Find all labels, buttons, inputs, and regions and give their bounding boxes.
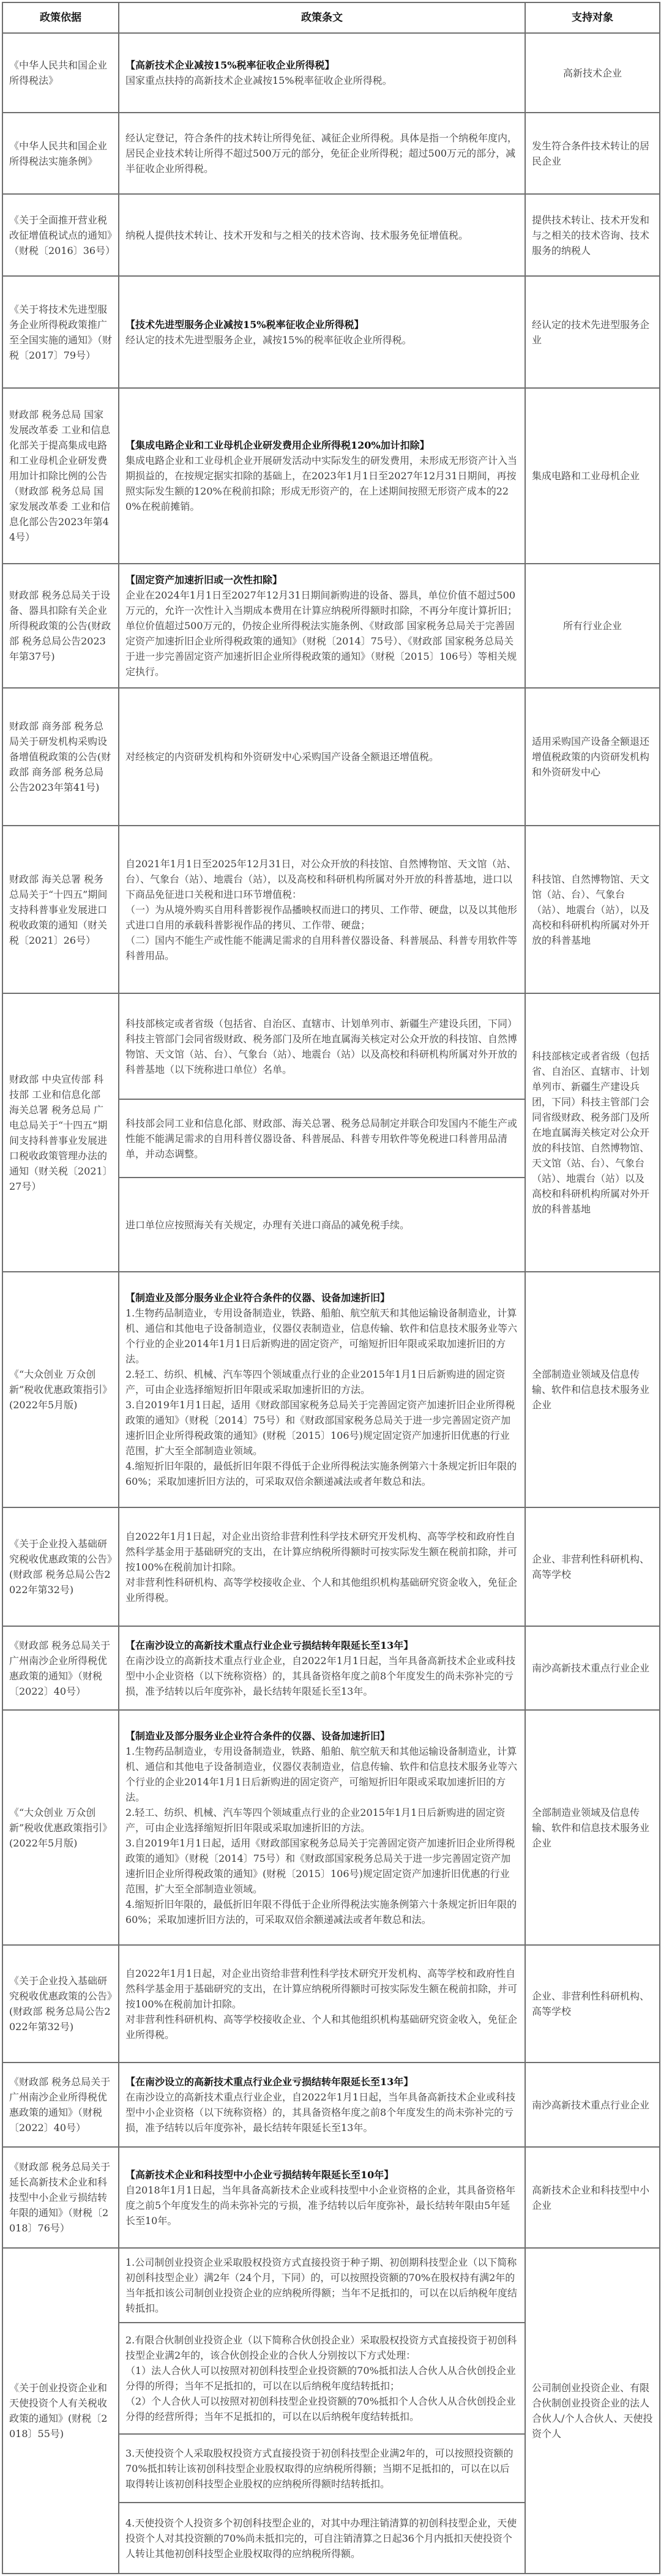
policy-table [2,2,660,2574]
clause-text: 4.缩短折旧年限的，最低折旧年限不得低于企业所得税法实施条例第六十条规定折旧年限的60%；采取加速折旧方法的，可采取双倍余额递减法或者年数总和法。 [125,1460,517,1487]
table-row [2,2147,660,2248]
policy-clause-cell [119,1945,525,2063]
support-target-cell: 所有行业企业 [525,564,660,688]
table-row [2,1710,660,1945]
table-row [2,33,660,113]
clause-text: 科技部核定或者省级（包括省、自治区、直辖市、计划单列市、新疆生产建设兵团，下同）科技主管部门会同省级财政、税务部门及所在地直属海关核定对公众开放的科技馆、自然博物馆、天文馆（站、台）、气象台（站）、地震台（站）以及高校和科研机构所属对外开放的科普基地（以下统称进口单位）名单。 [125,1017,518,1075]
clause-text: 企业在2024年1月1日至2027年12月31日期间新购进的设备、器具，单位价值不超过500万元的，允许一次性计入当期成本费用在计算应纳税所得额时扣除，不再分年度计算折旧；单位价值超过500万元的，仍按企业所得税法实施条例、《财政部 国家税务总局关于完善固定资产加速折旧企业所得税政策的通知》（财税〔2014〕75号）、《财政部 国家税务总局关于进一步完善固定资产加速折旧企业所得税政策的通知》（财税〔2015〕106号）等相关规定执行。 [125,589,518,678]
policy-clause-cell [119,194,525,276]
clause-text: 对经核定的内资研发机构和外资研发中心采购国产设备全额退还增值税。 [125,751,439,763]
policy-basis-cell: 《财政部 税务总局关于广州南沙企业所得税优惠政策的通知》（财税〔2022〕40号） [2,1626,119,1710]
clause-text: 2.有限合伙制创业投资企业（以下简称合伙创投企业）采取股权投资方式直接投资于初创科技型企业满2年的，该合伙创投企业的合伙人分别按以下方式处理： [125,2334,517,2361]
clause-text: 纳税人提供技术转让、技术开发和与之相关的技术咨询、技术服务免征增值税。 [125,229,469,241]
support-target-cell: 发生符合条件技术转让的居民企业 [525,113,660,194]
clause-text: 在南沙设立的高新技术重点行业企业，自2022年1月1日起，当年具备高新技术企业或科技型中小企业资格（以下统称资格）的，其具备资格年度之前8个年度发生的尚未弥补完的亏损，准予结转以后年度弥补，最长结转年限延长至13年。 [125,2091,516,2134]
clause-text: 4.缩短折旧年限的，最低折旧年限不得低于企业所得税法实施条例第六十条规定折旧年限的60%；采取加速折旧方法的，可采取双倍余额递减法或者年数总和法。 [125,1898,517,1925]
policy-clause-cell [119,2503,525,2574]
policy-basis-cell: 财政部 海关总署 税务总局关于“十四五”期间支持科普事业发展进口税收政策的通知（财关税〔2021〕26号） [2,826,119,993]
clause-text: 3.天使投资个人采取股权投资方式直接投资于初创科技型企业满2年的，可以按照投资额的70%抵扣转让该初创科技型企业股权取得的应纳税所得额；当期不足抵扣的，可以在以后取得转让该初创科技型企业股权的应纳税所得额时结转抵扣。 [125,2447,513,2490]
clause-title: 【高新技术企业和科技型中小企业亏损结转年限延长至10年】 [125,2168,394,2181]
clause-text: 科技部会同工业和信息化部、财政部、海关总署、税务总局制定并联合印发国内不能生产或性能不能满足需求的自用科普仪器设备、科普展品、科普专用软件等免税进口科普用品清单，并动态调整。 [125,1117,518,1160]
table-header-row [2,2,660,33]
policy-clause-cell [119,2323,525,2434]
policy-basis-cell: 财政部 税务总局 国家发展改革委 工业和信息化部关于提高集成电路和工业母机企业研发费用加计扣除比例的公告（财政部 税务总局 国家发展改革委 工业和信息化部公告2023年第44号） [2,388,119,564]
support-target-cell: 科技部核定或者省级（包括省、自治区、直辖市、计划单列市、新疆生产建设兵团，下同）科技主管部门会同省级财政、税务部门及所在地直属海关核定对公众开放的科技馆、自然博物馆、天文馆（站、台）、气象台（站）、地震台（站）以及高校和科研机构所属对外开放的科普基地 [525,993,660,1272]
policy-clause-cell [119,1507,525,1626]
policy-basis-cell: 《关于企业投入基础研究税收优惠政策的公告》(财政部 税务总局公告2022年第32号) [2,1507,119,1626]
table-row [2,1507,660,1626]
policy-clause-cell [119,388,525,564]
clause-text: 2.轻工、纺织、机械、汽车等四个领域重点行业的企业2015年1月1日后新购进的固定资产，可由企业选择缩短折旧年限或采取加速折旧的方法。 [125,1806,506,1834]
table-row [2,993,660,1099]
table-row [2,1945,660,2063]
support-target-cell: 全部制造业领域及信息传输、软件和信息技术服务业企业 [525,1710,660,1945]
clause-text: （2）个人合伙人可以按照对初创科技型企业投资额的70%抵扣个人合伙人从合伙创投企业分得的经营所得；当年不足抵扣的，可以在以后纳税年度结转抵扣。 [125,2395,516,2422]
support-target-cell: 企业、非营利性科研机构、高等学校 [525,1507,660,1626]
clause-title: 【固定资产加速折旧或一次性扣除】 [125,574,283,586]
policy-clause-cell [119,2063,525,2147]
header-policy-clause: 政策条文 [119,2,525,33]
clause-text: 4.天使投资个人投资多个初创科技型企业的，对其中办理注销清算的初创科技型企业，天使投资个人对其投资额的70%尚未抵扣完的，可自注销清算之日起36个月内抵扣天使投资个人转让其他初创科技型企业股权取得的应纳税所得额。 [125,2517,517,2559]
policy-basis-cell: 财政部 中央宣传部 科技部 工业和信息化部 海关总署 税务总局 广电总局关于“十四五”期间支持科普事业发展进口税收政策管理办法的通知（财关税〔2021〕27号） [2,993,119,1272]
policy-clause-cell [119,564,525,688]
policy-clause-cell [119,826,525,993]
support-target-cell: 全部制造业领域及信息传输、软件和信息技术服务业企业 [525,1272,660,1507]
clause-text: 1.生物药品制造业，专用设备制造业，铁路、船舶、航空航天和其他运输设备制造业，计算机、通信和其他电子设备制造业，仪器仪表制造业，信息传输、软件和信息技术服务业等六个行业的企业2014年1月1日后新购进的固定资产，可缩短折旧年限或采取加速折旧的方法。 [125,1745,518,1803]
clause-text: 自2018年1月1日起，当年具备高新技术企业或科技型中小企业资格的企业，其具备资格年度之前5个年度发生的尚未弥补完的亏损，准予结转以后年度弥补，最长结转年限由5年延长至10年。 [125,2184,516,2227]
support-target-cell: 科技馆、自然博物馆、天文馆（站、台）、气象台（站）、地震台（站），以及高校和科研机构所属对外开放的科普基地 [525,826,660,993]
policy-clause-cell [119,276,525,388]
clause-text: 对非营利性科研机构、高等学校接收企业、个人和其他组织机构基础研究资金收入，免征企业所得税。 [125,2013,518,2040]
clause-text: （一）为从境外购买自用科普影视作品播映权而进口的拷贝、工作带、硬盘，以及以其他形式进口自用的承载科普影视作品的拷贝、工作带、硬盘； [125,903,518,931]
table-row [2,276,660,388]
policy-clause-cell [119,688,525,826]
table-body [2,33,660,2574]
header-policy-basis: 政策依据 [2,2,119,33]
policy-basis-cell: 《关于全面推开营业税改征增值税试点的通知》（财税〔2016〕36号） [2,194,119,276]
table-row [2,564,660,688]
policy-basis-cell: 《关于企业投入基础研究税收优惠政策的公告》(财政部 税务总局公告2022年第32号) [2,1945,119,2063]
support-target-cell: 南沙高新技术重点行业企业 [525,1626,660,1710]
clause-text: 国家重点扶持的高新技术企业减按15%税率征收企业所得税。 [125,75,392,86]
policy-clause-cell [119,33,525,113]
clause-text: （1）法人合伙人可以按照对初创科技型企业投资额的70%抵扣法人合伙人从合伙创投企业分得的所得；当年不足抵扣的，可以在以后纳税年度结转抵扣； [125,2365,516,2392]
clause-title: 【集成电路企业和工业母机企业研发费用企业所得税120%加计扣除】 [125,439,430,451]
policy-clause-cell [119,2248,525,2323]
clause-text: 经认定登记，符合条件的技术转让所得免征、减征企业所得税。具体是指一个纳税年度内，居民企业技术转让所得不超过500万元的部分，免征企业所得税；超过500万元的部分，减半征收企业所得税。 [125,132,518,174]
policy-basis-cell: 财政部 税务总局关于设备、器具扣除有关企业所得税政策的公告(财政部 税务总局公告2023年第37号) [2,564,119,688]
clause-title: 【制造业及部分服务业企业符合条件的仪器、设备加速折旧】 [125,1292,390,1304]
policy-clause-cell [119,1099,525,1178]
clause-text: 3.自2019年1月1日起，适用《财政部国家税务总局关于完善固定资产加速折旧企业所得税政策的通知》（财税〔2014〕75号）和《财政部国家税务总局关于进一步完善固定资产加速折旧企业所得税政策的通知》(财税〔2015〕106号)规定固定资产加速折旧优惠的行业范围，扩大至全部制造业领域。 [125,1837,515,1895]
clause-text: 3.自2019年1月1日起，适用《财政部国家税务总局关于完善固定资产加速折旧企业所得税政策的通知》（财税〔2014〕75号）和《财政部国家税务总局关于进一步完善固定资产加速折旧企业所得税政策的通知》(财税〔2015〕106号)规定固定资产加速折旧优惠的行业范围，扩大至全部制造业领域。 [125,1399,515,1457]
clause-title: 【在南沙设立的高新技术重点行业企业亏损结转年限延长至13年】 [125,1639,414,1651]
table-row [2,194,660,276]
table-row [2,388,660,564]
clause-title: 【技术先进型服务企业减按15%税率征收企业所得税】 [125,318,364,330]
policy-clause-cell [119,2434,525,2503]
policy-basis-cell: 《关于创业投资企业和天使投资个人有关税收政策的通知》(财税〔2018〕55号) [2,2248,119,2574]
policy-basis-cell: 《中华人民共和国企业所得税法》 [2,33,119,113]
clause-title: 【制造业及部分服务业企业符合条件的仪器、设备加速折旧】 [125,1730,390,1742]
policy-clause-cell [119,2147,525,2248]
policy-basis-cell: 《“大众创业 万众创新”税收优惠政策指引》(2022年5月版) [2,1710,119,1945]
policy-basis-cell: 《中华人民共和国企业所得税法实施条例》 [2,113,119,194]
clause-title: 【在南沙设立的高新技术重点行业企业亏损结转年限延长至13年】 [125,2076,414,2088]
table-row [2,826,660,993]
policy-clause-cell [119,113,525,194]
policy-basis-cell: 财政部 商务部 税务总局关于研发机构采购设备增值税政策的公告(财政部 商务部 税务总局公告2023年第41号) [2,688,119,826]
clause-text: 自2021年1月1日至2025年12月31日，对公众开放的科技馆、自然博物馆、天文馆（站、台）、气象台（站）、地震台（站），以及高校和科研机构所属对外开放的科普基地，进口以下商品免征进口关税和进口环节增值税： [125,857,517,900]
table-row [2,2248,660,2323]
support-target-cell: 适用采购国产设备全额退还增值税政策的内资研发机构和外资研发中心 [525,688,660,826]
clause-text: 自2022年1月1日起，对企业出资给非营利性科学技术研究开发机构、高等学校和政府性自然科学基金用于基础研究的支出，在计算应纳税所得额时可按实际发生额在税前扣除，并可按100%在税前加计扣除。 [125,1530,518,1573]
clause-title: 【高新技术企业减按15%税率征收企业所得税】 [125,59,335,71]
clause-text: 对非营利性科研机构、高等学校接收企业、个人和其他组织机构基础研究资金收入，免征企业所得税。 [125,1576,518,1603]
table-row [2,1626,660,1710]
policy-clause-cell [119,1178,525,1272]
policy-clause-cell [119,1710,525,1945]
support-target-cell: 企业、非营利性科研机构、高等学校 [525,1945,660,2063]
policy-clause-cell [119,993,525,1099]
support-target-cell: 高新技术企业和科技型中小企业 [525,2147,660,2248]
policy-clause-cell [119,1626,525,1710]
support-target-cell: 南沙高新技术重点行业企业 [525,2063,660,2147]
clause-text: 2.轻工、纺织、机械、汽车等四个领域重点行业的企业2015年1月1日后新购进的固定资产，可由企业选择缩短折旧年限或采取加速折旧的方法。 [125,1368,506,1395]
support-target-cell: 提供技术转让、技术开发和与之相关的技术咨询、技术服务的纳税人 [525,194,660,276]
header-support-target: 支持对象 [525,2,660,33]
policy-clause-cell [119,1272,525,1507]
policy-basis-cell: 《财政部 税务总局关于延长高新技术企业和科技型中小企业亏损结转年限的通知》（财税〔2018〕76号） [2,2147,119,2248]
table-row [2,113,660,194]
clause-text: 经认定的技术先进型服务企业，减按15%的税率征收企业所得税。 [125,334,412,346]
support-target-cell: 集成电路和工业母机企业 [525,388,660,564]
policy-basis-cell: 《“大众创业 万众创新”税收优惠政策指引》(2022年5月版) [2,1272,119,1507]
table-row [2,1272,660,1507]
table-row [2,688,660,826]
support-target-cell: 经认定的技术先进型服务企业 [525,276,660,388]
policy-basis-cell: 《财政部 税务总局关于广州南沙企业所得税优惠政策的通知》（财税〔2022〕40号） [2,2063,119,2147]
clause-text: 集成电路企业和工业母机企业开展研发活动中实际发生的研发费用，未形成无形资产计入当期损益的，在按规定据实扣除的基础上，在2023年1月1日至2027年12月31日期间，再按照实际发生额的120%在税前扣除；形成无形资产的，在上述期间按照无形资产成本的220%在税前摊销。 [125,455,518,512]
clause-text: 进口单位应按照海关有关规定，办理有关进口商品的减免税手续。 [125,1219,410,1231]
support-target-cell: 公司制创业投资企业、有限合伙制创业投资企业的法人合伙人/个人合伙人、天使投资个人 [525,2248,660,2574]
table-row [2,2063,660,2147]
clause-text: 1.公司制创业投资企业采取股权投资方式直接投资于种子期、初创期科技型企业（以下简称初创科技型企业）满2年（24个月，下同）的，可以按照投资额的70%在股权持有满2年的当年抵扣该公司制创业投资企业的应纳税所得额；当年不足抵扣的，可以在以后纳税年度结转抵扣。 [125,2257,518,2314]
clause-text: 自2022年1月1日起，对企业出资给非营利性科学技术研究开发机构、高等学校和政府性自然科学基金用于基础研究的支出，在计算应纳税所得额时可按实际发生额在税前扣除，并可按100%在税前加计扣除。 [125,1967,518,2010]
clause-text: 1.生物药品制造业，专用设备制造业，铁路、船舶、航空航天和其他运输设备制造业，计算机、通信和其他电子设备制造业，仪器仪表制造业，信息传输、软件和信息技术服务业等六个行业的企业2014年1月1日后新购进的固定资产，可缩短折旧年限或采取加速折旧的方法。 [125,1307,518,1365]
clause-text: 在南沙设立的高新技术重点行业企业，自2022年1月1日起，当年具备高新技术企业或科技型中小企业资格（以下统称资格）的，其具备资格年度之前8个年度发生的尚未弥补完的亏损，准予结转以后年度弥补，最长结转年限延长至13年。 [125,1654,516,1697]
clause-text: （二）国内不能生产或性能不能满足需求的自用科普仪器设备、科普展品、科普专用软件等科普用品。 [125,934,518,961]
policy-basis-cell: 《关于将技术先进型服务企业所得税政策推广至全国实施的通知》（财税〔2017〕79号） [2,276,119,388]
support-target-cell: 高新技术企业 [525,33,660,113]
